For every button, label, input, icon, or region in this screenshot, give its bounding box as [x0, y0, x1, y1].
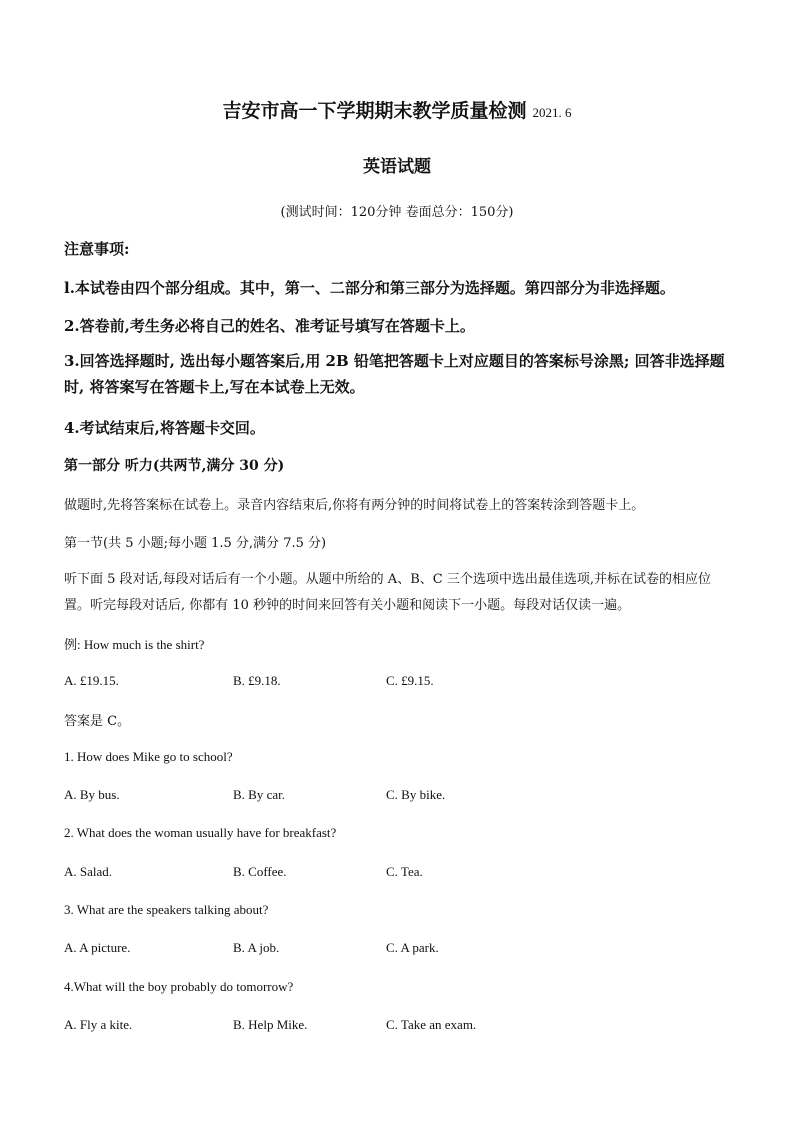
exam-title-text: 吉安市高一下学期期末教学质量检测	[222, 100, 527, 122]
question-2: 2. What does the woman usually have for breakfast?	[64, 825, 337, 840]
part1-heading: 第一部分 听力(共两节,满分 30 分)	[64, 458, 285, 474]
question-4-option-c: C. Take an exam.	[386, 1017, 477, 1032]
question-2-option-c: C. Tea.	[386, 864, 423, 879]
question-4: 4.What will the boy probably do tomorrow?	[64, 979, 294, 994]
example-option-b: B. £9.18.	[233, 673, 281, 688]
question-1-option-a: A. By bus.	[64, 787, 120, 802]
question-4-option-a: A. Fly a kite.	[64, 1017, 133, 1032]
question-3-option-b: B. A job.	[233, 940, 280, 955]
example-answer: 答案是 C。	[64, 714, 131, 729]
question-3-option-c: C. A park.	[386, 940, 439, 955]
example-option-c: C. £9.15.	[386, 673, 434, 688]
section1-instruction: 听下面 5 段对话,每段对话后有一个小题。从题中所给的 A、B、C 三个选项中选出最佳选项,并标在试卷的相应位置。听完每段对话后, 你都有 10 秒钟的时间来回答有关小题和阅读下一小题。每段对话仅读一遍。	[64, 572, 711, 613]
question-2-option-b: B. Coffee.	[233, 864, 287, 879]
question-1: 1. How does Mike go to school?	[64, 749, 233, 764]
notes-item-2: 2.答卷前,考生务必将自己的姓名、准考证号填写在答题卡上。	[64, 317, 475, 335]
example-option-a: A. £19.15.	[64, 673, 119, 688]
question-1-option-c: C. By bike.	[386, 787, 446, 802]
notes-item-1: l.本试卷由四个部分组成。其中，第一、二部分和第三部分为选择题。第四部分为非选择题。	[64, 279, 675, 297]
question-3: 3. What are the speakers talking about?	[64, 902, 269, 917]
section1-heading: 第一节(共 5 小题;每小题 1.5 分,满分 7.5 分)	[64, 536, 327, 551]
exam-title	[0, 96, 794, 123]
question-2-option-a: A. Salad.	[64, 864, 113, 879]
part1-instruction: 做题时,先将答案标在试卷上。录音内容结束后,你将有两分钟的时间将试卷上的答案转涂到答题卡上。	[64, 498, 645, 513]
notes-heading: 注意事项:	[64, 240, 130, 258]
exam-timing: (测试时间：120分钟 卷面总分：150分)	[280, 205, 514, 220]
question-3-option-a: A. A picture.	[64, 940, 131, 955]
notes-item-4: 4.考试结束后,将答题卡交回。	[64, 419, 265, 437]
question-1-option-b: B. By car.	[233, 787, 285, 802]
notes-item-3: 3.回答选择题时, 选出每小题答案后,用 2B 铅笔把答题卡上对应题目的答案标号涂黑; 回答非选择题时, 将答案写在答题卡上,写在本试卷上无效。	[64, 352, 725, 396]
example-question: 例: How much is the shirt?	[64, 637, 205, 652]
exam-date: 2021. 6	[532, 105, 572, 120]
question-4-option-b: B. Help Mike.	[233, 1017, 308, 1032]
exam-subject: 英语试题	[363, 157, 431, 177]
